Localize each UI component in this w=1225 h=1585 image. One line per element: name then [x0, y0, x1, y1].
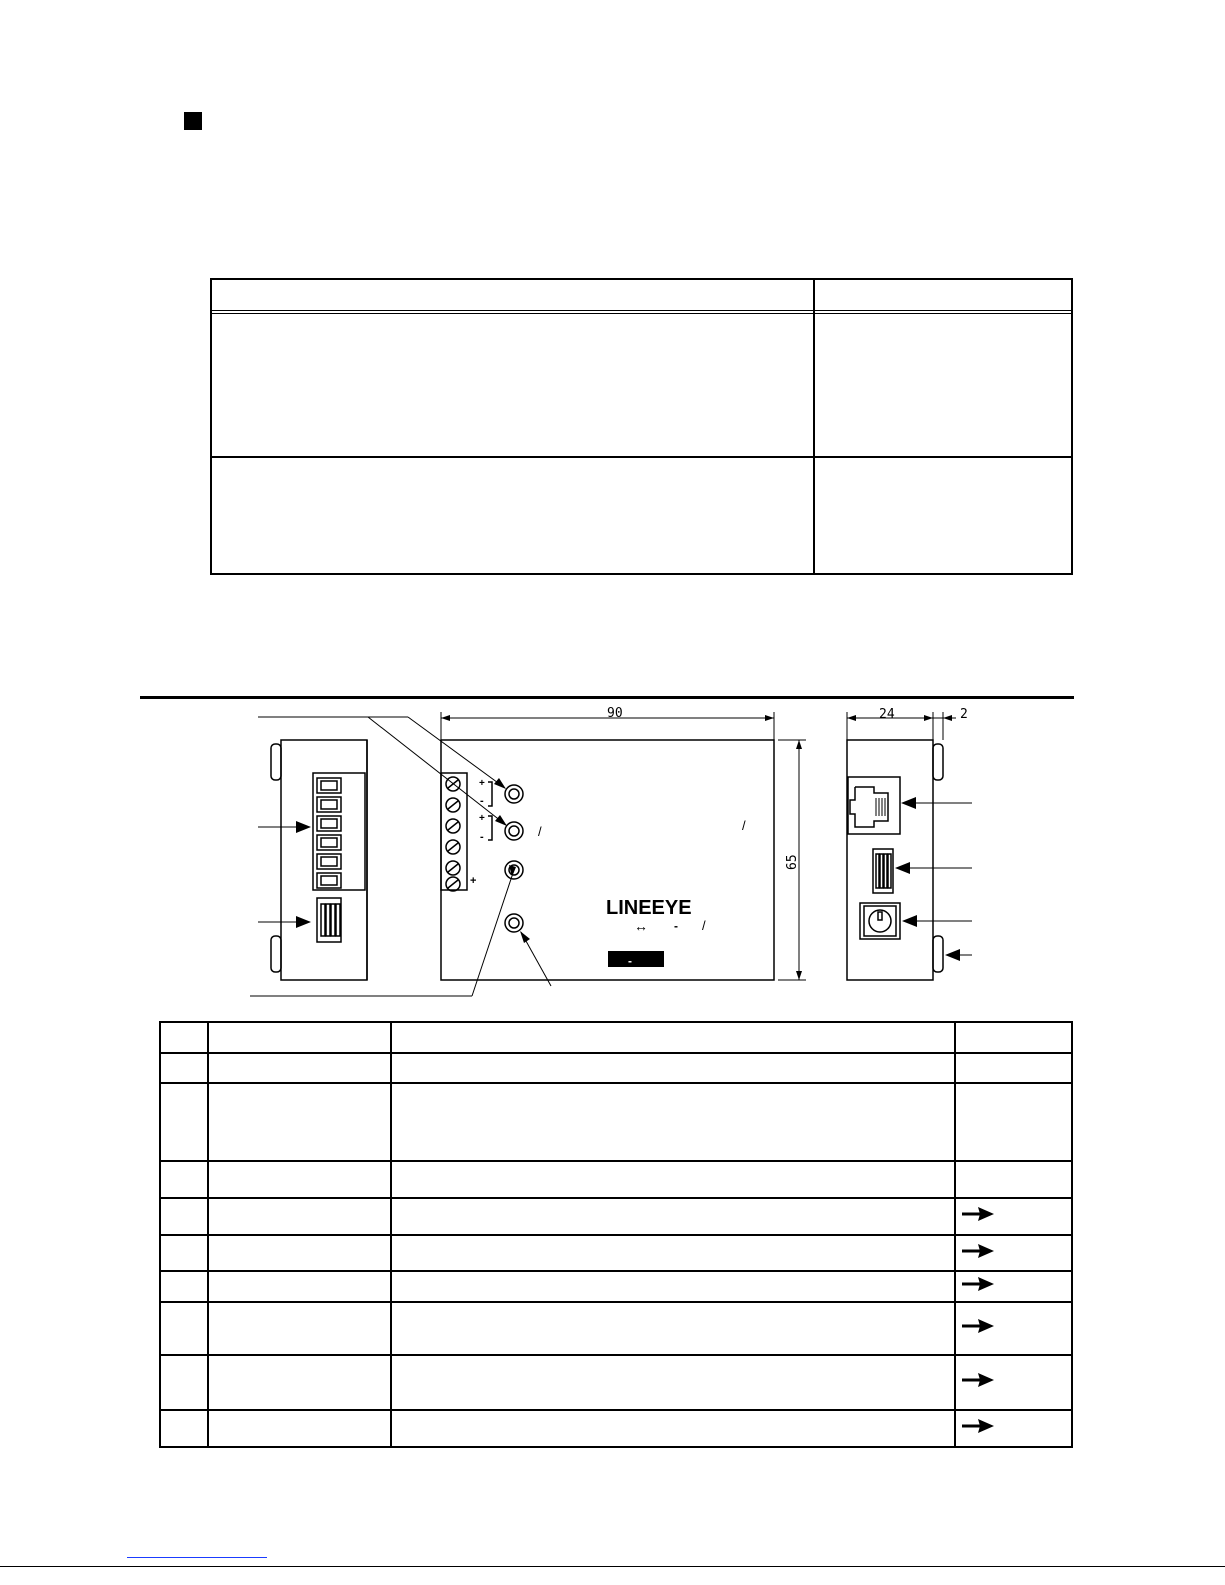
dim-depth-label: 24 [879, 707, 895, 722]
parts-table-cell [160, 1022, 208, 1053]
parts-table-row [160, 1198, 1072, 1235]
spec-table [210, 278, 1073, 575]
parts-table-cell [208, 1302, 392, 1355]
parts-table-cell [391, 1161, 955, 1198]
parts-table-row [160, 1053, 1072, 1083]
parts-table-cell [208, 1235, 392, 1271]
parts-table-cell [955, 1355, 1072, 1410]
parts-table-cell [391, 1022, 955, 1053]
parts-table-cell [955, 1198, 1072, 1235]
section-bullet-icon [184, 112, 202, 130]
parts-table-cell [955, 1161, 1072, 1198]
parts-table-cell [208, 1198, 392, 1235]
parts-table-cell [160, 1302, 208, 1355]
dim-foot-label: 2 [960, 707, 968, 722]
slash-mark: / [538, 824, 542, 839]
parts-table-cell [955, 1235, 1072, 1271]
parts-table-cell [391, 1302, 955, 1355]
side-view-right [847, 740, 943, 980]
parts-table-row [160, 1271, 1072, 1302]
parts-table-cell [955, 1022, 1072, 1053]
front-view [441, 740, 774, 980]
parts-table-row [160, 1022, 1072, 1053]
dim-width-label: 90 [607, 706, 623, 721]
minus-mark-2: - [480, 831, 484, 843]
parts-table-cell [208, 1271, 392, 1302]
side-view-left [271, 740, 367, 980]
arrow-right-icon [960, 1206, 996, 1222]
arrow-right-icon [960, 1318, 996, 1334]
parts-table-cell [208, 1410, 392, 1447]
minus-mark-4: - [674, 919, 678, 933]
spec-table-header-rule [212, 310, 1071, 311]
parts-table-cell [391, 1271, 955, 1302]
footer-link-underline [127, 1557, 267, 1558]
terminal-screws [446, 777, 460, 891]
leader-arrowheads [296, 715, 960, 980]
plus-mark: + [479, 778, 485, 789]
parts-table-cell [391, 1410, 955, 1447]
arrow-right-icon [960, 1276, 996, 1292]
parts-table-row [160, 1083, 1072, 1161]
parts-table-row [160, 1355, 1072, 1410]
terminal-block-slots [317, 778, 341, 888]
parts-table-cell [160, 1053, 208, 1083]
parts-table-row [160, 1410, 1072, 1447]
parts-table-cell [955, 1271, 1072, 1302]
minus-mark: - [480, 795, 484, 807]
parts-table-row [160, 1161, 1072, 1198]
parts-table-cell [391, 1198, 955, 1235]
panel-label-text: - [628, 954, 632, 968]
parts-table-cell [160, 1083, 208, 1161]
arrow-right-icon [960, 1372, 996, 1388]
parts-table-cell [208, 1161, 392, 1198]
parts-table-cell [160, 1161, 208, 1198]
parts-table-cell [208, 1083, 392, 1161]
parts-table-row [160, 1235, 1072, 1271]
parts-table-cell [160, 1271, 208, 1302]
parts-table-cell [955, 1083, 1072, 1161]
arrow-right-icon [960, 1418, 996, 1434]
parts-table-cell [955, 1053, 1072, 1083]
parts-table-cell [391, 1235, 955, 1271]
parts-table-row [160, 1302, 1072, 1355]
plus-mark-3: + [470, 875, 477, 887]
device-outline-drawing [0, 690, 1225, 1010]
spec-table-column-divider [813, 280, 815, 573]
parts-table-cell [391, 1083, 955, 1161]
parts-table-cell [208, 1053, 392, 1083]
arrow-right-icon [960, 1243, 996, 1259]
panel-label-plate [608, 951, 664, 967]
parts-table-cell [391, 1355, 955, 1410]
slash-mark-3: / [702, 918, 706, 933]
parts-table-cell [208, 1355, 392, 1410]
parts-table [159, 1021, 1073, 1448]
lineeye-logo: LINEEYE [606, 897, 692, 919]
parts-table-cell [955, 1410, 1072, 1447]
spec-table-row-divider [212, 456, 1071, 458]
dim-height-label: 65 [785, 854, 800, 870]
slash-mark-2: / [742, 818, 746, 833]
spec-table-header-rule-double [212, 313, 1071, 314]
parts-table-cell [955, 1302, 1072, 1355]
parts-table-cell [160, 1410, 208, 1447]
parts-table-cell [160, 1198, 208, 1235]
double-arrow-mark: ↔ [634, 918, 648, 934]
parts-table-cell [208, 1022, 392, 1053]
footer-rule [0, 1566, 1225, 1567]
plus-mark-2: + [479, 813, 485, 824]
parts-table-cell [391, 1053, 955, 1083]
parts-table-cell [160, 1355, 208, 1410]
parts-table-cell [160, 1235, 208, 1271]
